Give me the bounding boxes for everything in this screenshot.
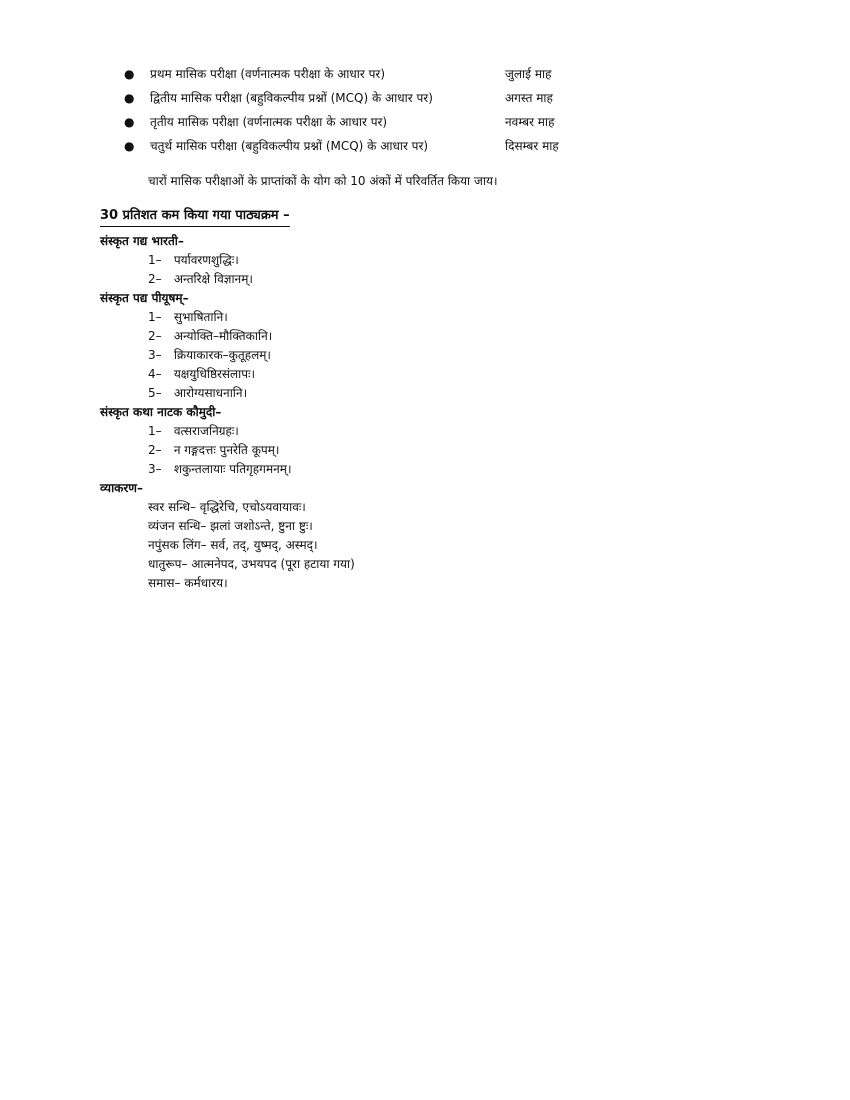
chapter-number: 1– [148, 310, 162, 324]
chapter-name: अन्योक्ति–मौक्तिकानि। [173, 329, 273, 343]
grammar-item: स्वर सन्धि– वृद्धिरेचि, एचोऽयवायावः। [148, 500, 306, 514]
chapter-name: आरोग्यसाधनानि। [173, 386, 248, 400]
chapter-number: 2– [148, 272, 162, 286]
exam-description: द्वितीय मासिक परीक्षा (बहुविकल्पीय प्रश्नों (MCQ) के आधार पर) [150, 91, 433, 105]
chapter-number: 2– [148, 443, 162, 457]
grammar-item: नपुंसक लिंग– सर्व, तद्, युष्मद्, अस्मद्। [148, 538, 318, 552]
chapter-name: न गङ्गदत्तः पुनरेति कूपम्। [173, 443, 280, 457]
book-title-gadya-bharati: संस्कृत गद्य भारती– [100, 234, 184, 248]
exam-item [124, 88, 624, 112]
chapter-item [100, 365, 600, 384]
exam-description: चतुर्थ मासिक परीक्षा (बहुविकल्पीय प्रश्नों (MCQ) के आधार पर) [150, 139, 429, 153]
chapter-number: 1– [148, 424, 162, 438]
bullet-icon: ● [124, 139, 135, 153]
chapter-item [100, 270, 600, 289]
exam-item [124, 136, 624, 160]
exam-item [124, 64, 624, 88]
chapter-name: यक्षयुधिष्ठिरसंलापः। [173, 367, 256, 381]
chapter-item [100, 308, 600, 327]
bullet-icon: ● [124, 67, 135, 81]
exam-month: दिसम्बर माह [505, 139, 559, 153]
chapter-name: पर्यावरणशुद्धिः। [173, 253, 239, 267]
reduced-syllabus-heading: 30 प्रतिशत कम किया गया पाठ्यक्रम – [100, 206, 290, 227]
chapter-number: 4– [148, 367, 162, 381]
chapter-item [100, 251, 600, 270]
exam-month: नवम्बर माह [505, 115, 555, 129]
reduced-syllabus [100, 232, 600, 593]
bullet-icon: ● [124, 115, 135, 129]
chapter-number: 3– [148, 348, 162, 362]
chapter-name: शकुन्तलायाः पतिगृहगमनम्। [173, 462, 292, 476]
grammar-item: व्यंजन सन्धि– झलां जशोऽन्ते, ष्टुना ष्टुः। [148, 519, 313, 533]
grammar-item: धातुरूप– आत्मनेपद, उभयपद (पूरा हटाया गया) [148, 557, 355, 571]
exam-month: अगस्त माह [505, 91, 553, 105]
chapter-item [100, 346, 600, 365]
chapter-number: 1– [148, 253, 162, 267]
chapter-item [100, 441, 600, 460]
chapter-item [100, 384, 600, 403]
chapter-item [100, 460, 600, 479]
monthly-exam-list [124, 64, 624, 160]
chapter-item [100, 327, 600, 346]
exam-marks-note: चारों मासिक परीक्षाओं के प्राप्तांकों के योग को 10 अंकों में परिवर्तित किया जाय। [148, 174, 498, 188]
exam-item [124, 112, 624, 136]
exam-month: जुलाई माह [505, 67, 552, 81]
bullet-icon: ● [124, 91, 135, 105]
chapter-number: 5– [148, 386, 162, 400]
grammar-title: व्याकरण– [100, 481, 143, 495]
book-title-padya-piyusham: संस्कृत पद्य पीयूषम्– [100, 291, 189, 305]
chapter-name: अन्तरिक्षे विज्ञानम्। [173, 272, 253, 286]
chapter-number: 2– [148, 329, 162, 343]
chapter-name: सुभाषितानि। [173, 310, 228, 324]
exam-description: तृतीय मासिक परीक्षा (वर्णनात्मक परीक्षा के आधार पर) [150, 115, 388, 129]
grammar-item: समास– कर्मधारय। [148, 576, 228, 590]
chapter-item [100, 422, 600, 441]
exam-description: प्रथम मासिक परीक्षा (वर्णनात्मक परीक्षा के आधार पर) [150, 67, 386, 81]
chapter-name: वत्सराजनिग्रहः। [173, 424, 239, 438]
book-title-katha-natak-kaumudi: संस्कृत कथा नाटक कौमुदी– [100, 405, 222, 419]
chapter-name: क्रियाकारक–कुतूहलम्। [173, 348, 271, 362]
chapter-number: 3– [148, 462, 162, 476]
